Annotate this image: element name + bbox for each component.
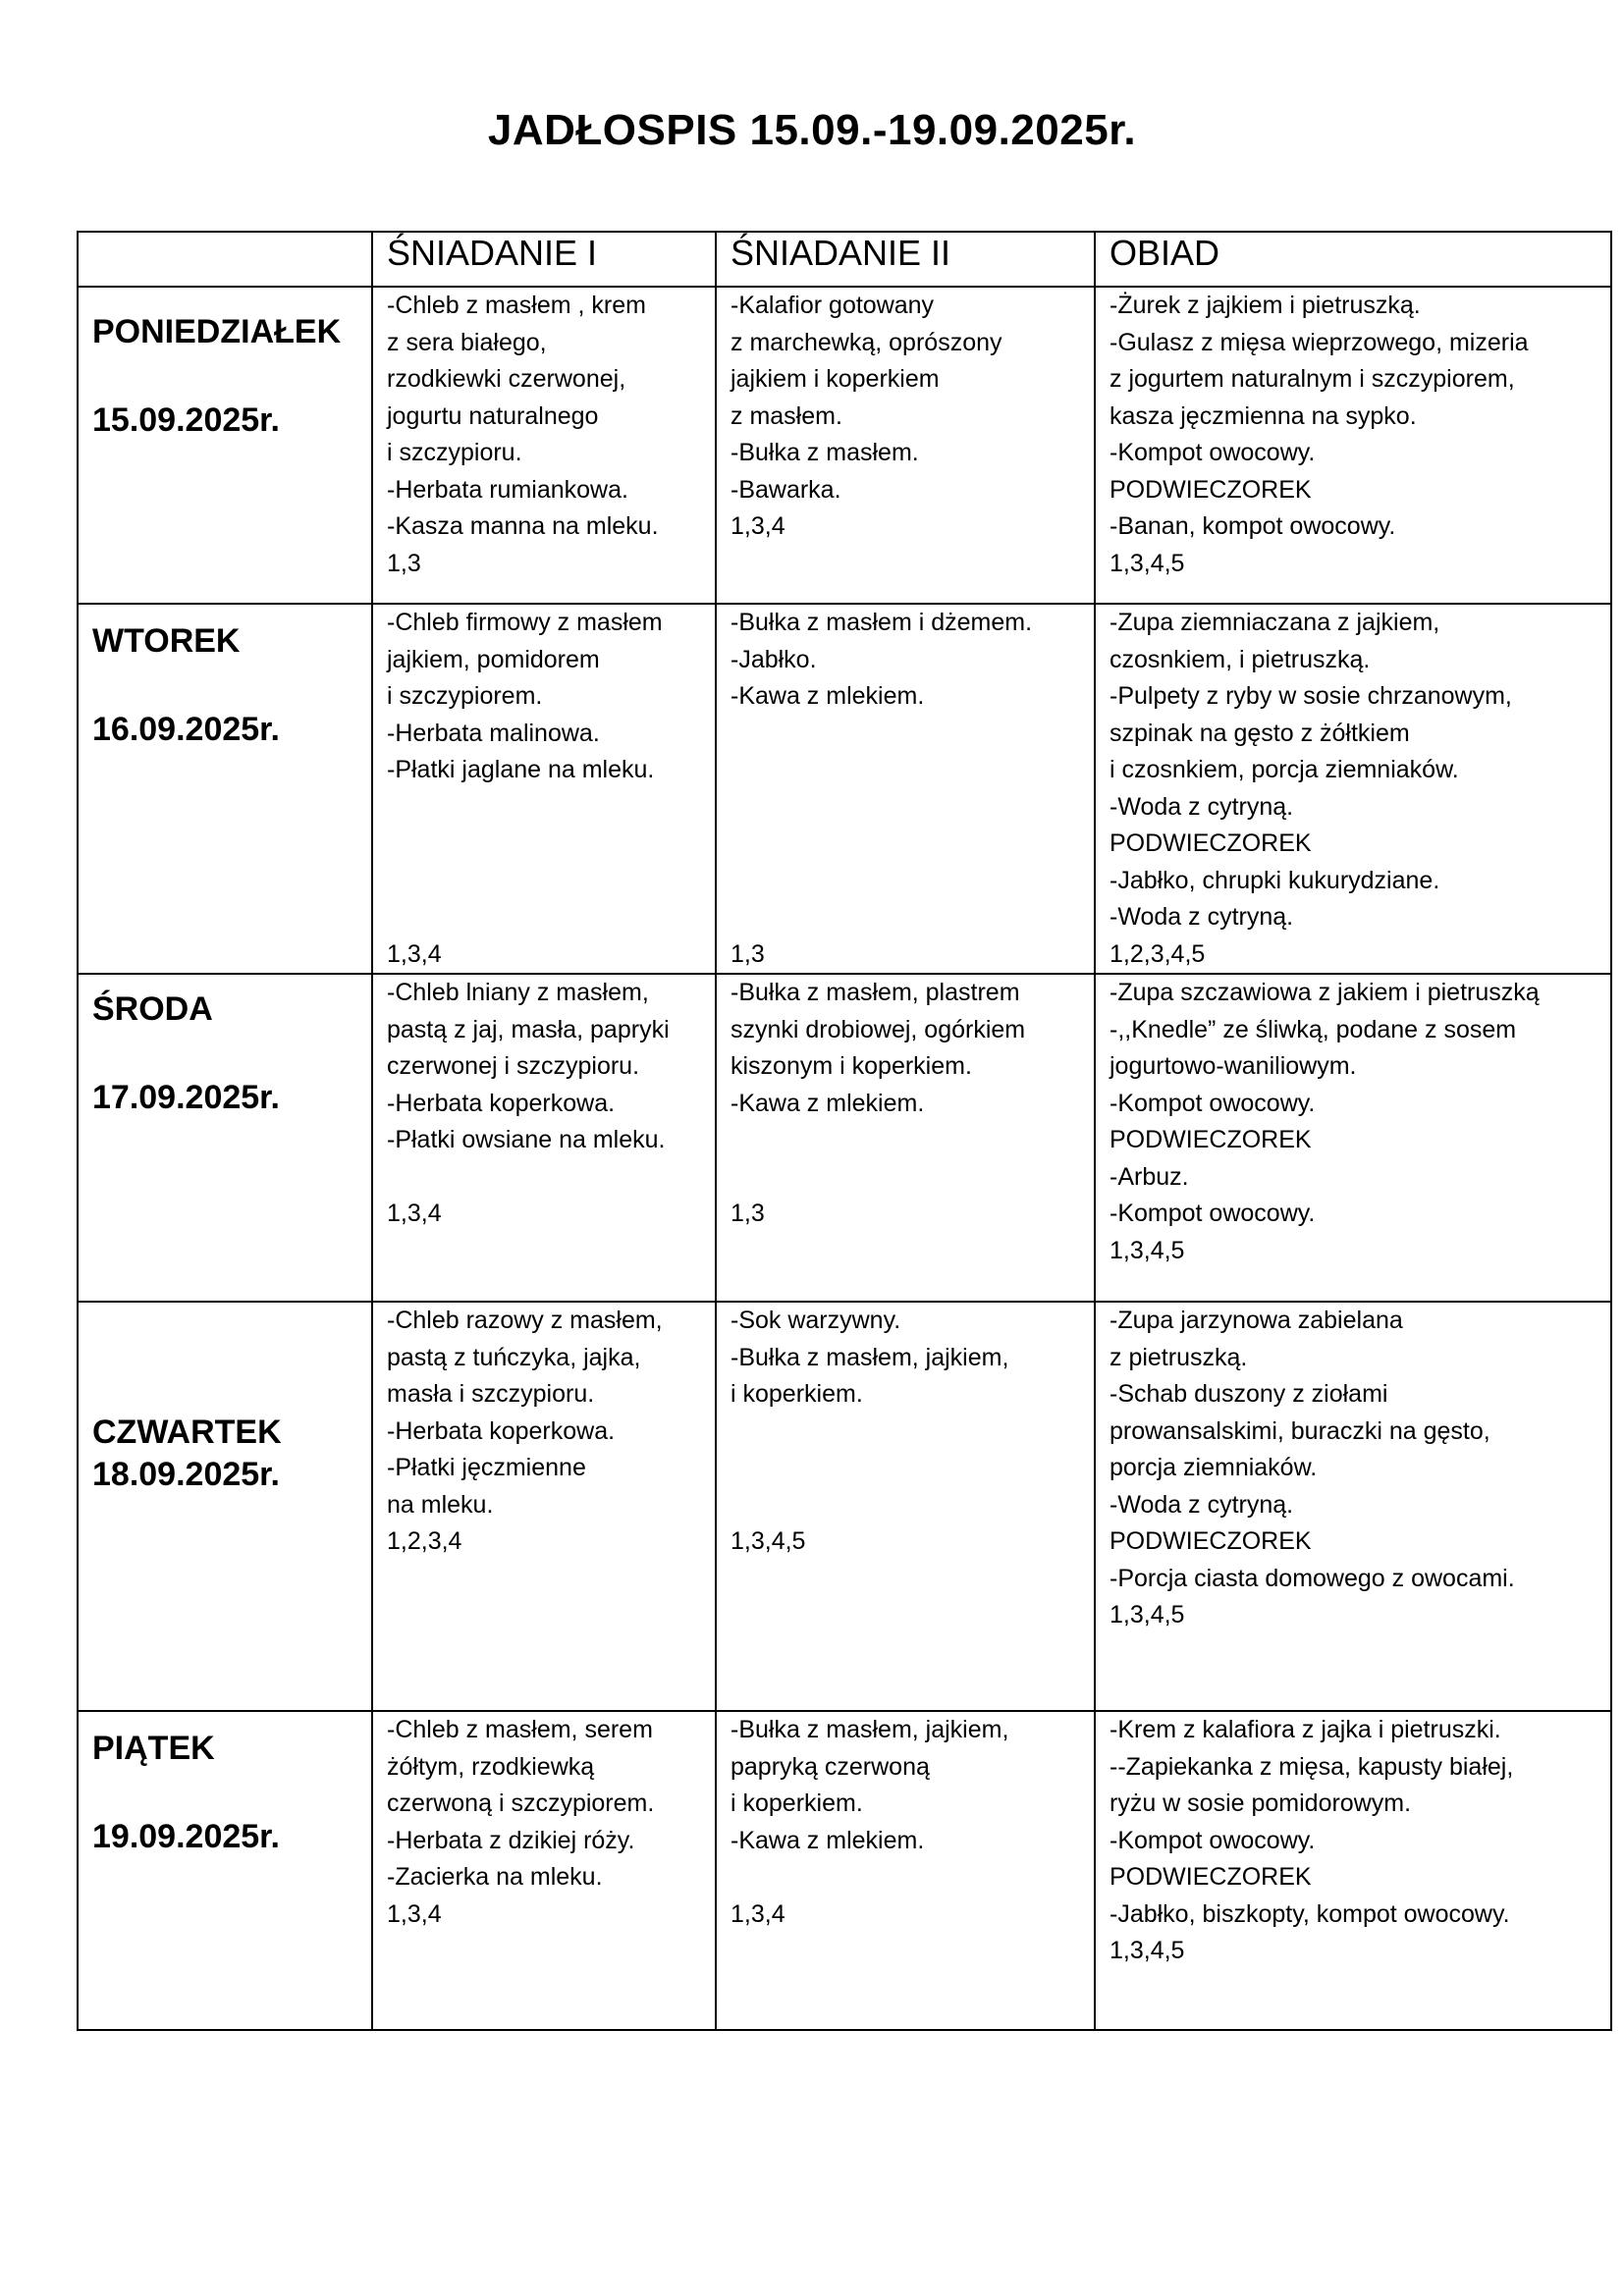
day-date: 15.09.2025r. bbox=[92, 401, 280, 439]
breakfast-1-text: -Chleb razowy z masłem, pastą z tuńczyka, jajka, masła i szczypioru. -Herbata koperkowa. -Płatki jęczmienne na mleku. bbox=[387, 1307, 663, 1519]
day-name: CZWARTEK bbox=[92, 1414, 282, 1451]
day-cell bbox=[78, 1302, 372, 1711]
breakfast-2-text: -Bułka z masłem, plastrem szynki drobiowej, ogórkiem kiszonym i koperkiem. -Kawa z mlekiem. bbox=[731, 979, 1026, 1117]
day-date: 17.09.2025r. bbox=[92, 1079, 280, 1116]
column-header-breakfast-1: ŚNIADANIE I bbox=[372, 232, 716, 287]
breakfast-1-text: -Chleb lniany z masłem, pastą z jaj, masła, papryki czerwonej i szczypioru. -Herbata koperkowa. -Płatki owsiane na mleku. bbox=[387, 979, 670, 1153]
allergens: 1,3,4 bbox=[731, 1899, 785, 1928]
breakfast-2-cell bbox=[716, 1711, 1095, 2030]
allergens: 1,3 bbox=[731, 939, 765, 968]
corner-cell bbox=[78, 232, 372, 287]
allergens: 1,3,4,5 bbox=[731, 1527, 806, 1555]
day-name: PIĄTEK bbox=[92, 1730, 215, 1767]
day-cell bbox=[78, 604, 372, 974]
breakfast-1-cell bbox=[372, 287, 716, 604]
day-row-friday bbox=[78, 1711, 1611, 2030]
breakfast-2-cell bbox=[716, 287, 1095, 604]
allergens: 1,3,4,5 bbox=[1110, 549, 1185, 577]
breakfast-1-cell bbox=[372, 974, 716, 1302]
day-row-monday bbox=[78, 287, 1611, 604]
breakfast-2-text: -Bułka z masłem, jajkiem, papryką czerwoną i koperkiem. -Kawa z mlekiem. bbox=[731, 1716, 1009, 1854]
menu-table bbox=[77, 231, 1612, 2031]
lunch-cell bbox=[1095, 1302, 1611, 1711]
allergens: 1,3,4 bbox=[387, 939, 442, 968]
allergens: 1,3,4,5 bbox=[1110, 1937, 1185, 1964]
breakfast-1-cell bbox=[372, 1302, 716, 1711]
day-date: 18.09.2025r. bbox=[92, 1456, 280, 1493]
lunch-text: -Żurek z jajkiem i pietruszką. -Gulasz z mięsa wieprzowego, mizeria z jogurtem naturalnym i szczypiorem, kasza jęczmienna na sypko. -Kompot owocowy. PODWIECZOREK -Banan, kompot owocowy. bbox=[1110, 292, 1529, 540]
breakfast-2-text: -Bułka z masłem i dżemem. -Jabłko. -Kawa z mlekiem. bbox=[731, 609, 1033, 710]
page-title: JADŁOSPIS 15.09.-19.09.2025r. bbox=[487, 106, 1137, 154]
lunch-cell bbox=[1095, 287, 1611, 604]
breakfast-2-cell bbox=[716, 974, 1095, 1302]
breakfast-1-text: -Chleb z masłem, serem żółtym, rzodkiewką czerwoną i szczypiorem. -Herbata z dzikiej róży. -Zacierka na mleku. bbox=[387, 1716, 655, 1891]
day-name: WTOREK bbox=[92, 622, 241, 660]
lunch-text: -Zupa ziemniaczana z jajkiem, czosnkiem, i pietruszką. -Pulpety z ryby w sosie chrzanowym, szpinak na gęsto z żółtkiem i czosnkiem, porcja ziemniaków. -Woda z cytryną. PODWIECZOREK -Jabłko, chrupki kukurydziane. -Woda z cytryną. bbox=[1110, 609, 1512, 931]
lunch-cell bbox=[1095, 1711, 1611, 2030]
breakfast-1-text: -Chleb z masłem , krem z sera białego, rzodkiewki czerwonej, jogurtu naturalnego i szczypioru. -Herbata rumiankowa. -Kasza manna na mleku. bbox=[387, 292, 659, 540]
lunch-cell bbox=[1095, 974, 1611, 1302]
lunch-text: -Zupa szczawiowa z jakiem i pietruszką -,,Knedle” ze śliwką, podane z sosem jogurtowo-waniliowym. -Kompot owocowy. PODWIECZOREK -Arbuz. -Kompot owocowy. bbox=[1110, 979, 1540, 1227]
lunch-text: -Zupa jarzynowa zabielana z pietruszką. -Schab duszony z ziołami prowansalskimi, buraczki na gęsto, porcja ziemniaków. -Woda z cytryną. PODWIECZOREK -Porcja ciasta domowego z owocami. bbox=[1110, 1307, 1515, 1592]
breakfast-2-cell bbox=[716, 1302, 1095, 1711]
day-name: PONIEDZIAŁEK bbox=[92, 313, 342, 350]
allergens: 1,2,3,4 bbox=[387, 1527, 462, 1555]
breakfast-1-cell bbox=[372, 1711, 716, 2030]
day-cell bbox=[78, 287, 372, 604]
allergens: 1,3,4 bbox=[387, 1200, 442, 1227]
day-row-thursday bbox=[78, 1302, 1611, 1711]
breakfast-1-text: -Chleb firmowy z masłem jajkiem, pomidorem i szczypiorem. -Herbata malinowa. -Płatki jaglane na mleku. bbox=[387, 609, 663, 783]
allergens: 1,3,4 bbox=[387, 1899, 442, 1928]
allergens: 1,3 bbox=[731, 1200, 765, 1227]
day-row-tuesday bbox=[78, 604, 1611, 974]
breakfast-1-cell bbox=[372, 604, 716, 974]
day-date: 16.09.2025r. bbox=[92, 711, 280, 748]
header-row bbox=[78, 232, 1611, 287]
breakfast-2-text: -Sok warzywny. -Bułka z masłem, jajkiem, i koperkiem. bbox=[731, 1307, 1009, 1408]
allergens: 1,3,4,5 bbox=[1110, 1601, 1185, 1629]
lunch-cell bbox=[1095, 604, 1611, 974]
allergens: 1,3 bbox=[387, 549, 421, 577]
day-cell bbox=[78, 974, 372, 1302]
day-name: ŚRODA bbox=[92, 990, 213, 1028]
allergens: 1,2,3,4,5 bbox=[1110, 939, 1206, 968]
column-header-lunch: OBIAD bbox=[1095, 232, 1611, 287]
allergens: 1,3,4 bbox=[731, 512, 785, 540]
breakfast-2-cell bbox=[716, 604, 1095, 974]
column-header-breakfast-2: ŚNIADANIE II bbox=[716, 232, 1095, 287]
lunch-text: -Krem z kalafiora z jajka i pietruszki. --Zapiekanka z mięsa, kapusty białej, ryżu w sosie pomidorowym. -Kompot owocowy. PODWIECZOREK -Jabłko, biszkopty, kompot owocowy. bbox=[1110, 1716, 1514, 1928]
day-row-wednesday bbox=[78, 974, 1611, 1302]
allergens: 1,3,4,5 bbox=[1110, 1236, 1185, 1264]
day-date: 19.09.2025r. bbox=[92, 1818, 280, 1855]
day-cell bbox=[78, 1711, 372, 2030]
breakfast-2-text: -Kalafior gotowany z marchewką, oprószony jajkiem i koperkiem z masłem. -Bułka z masłem. -Bawarka. bbox=[731, 292, 1002, 504]
